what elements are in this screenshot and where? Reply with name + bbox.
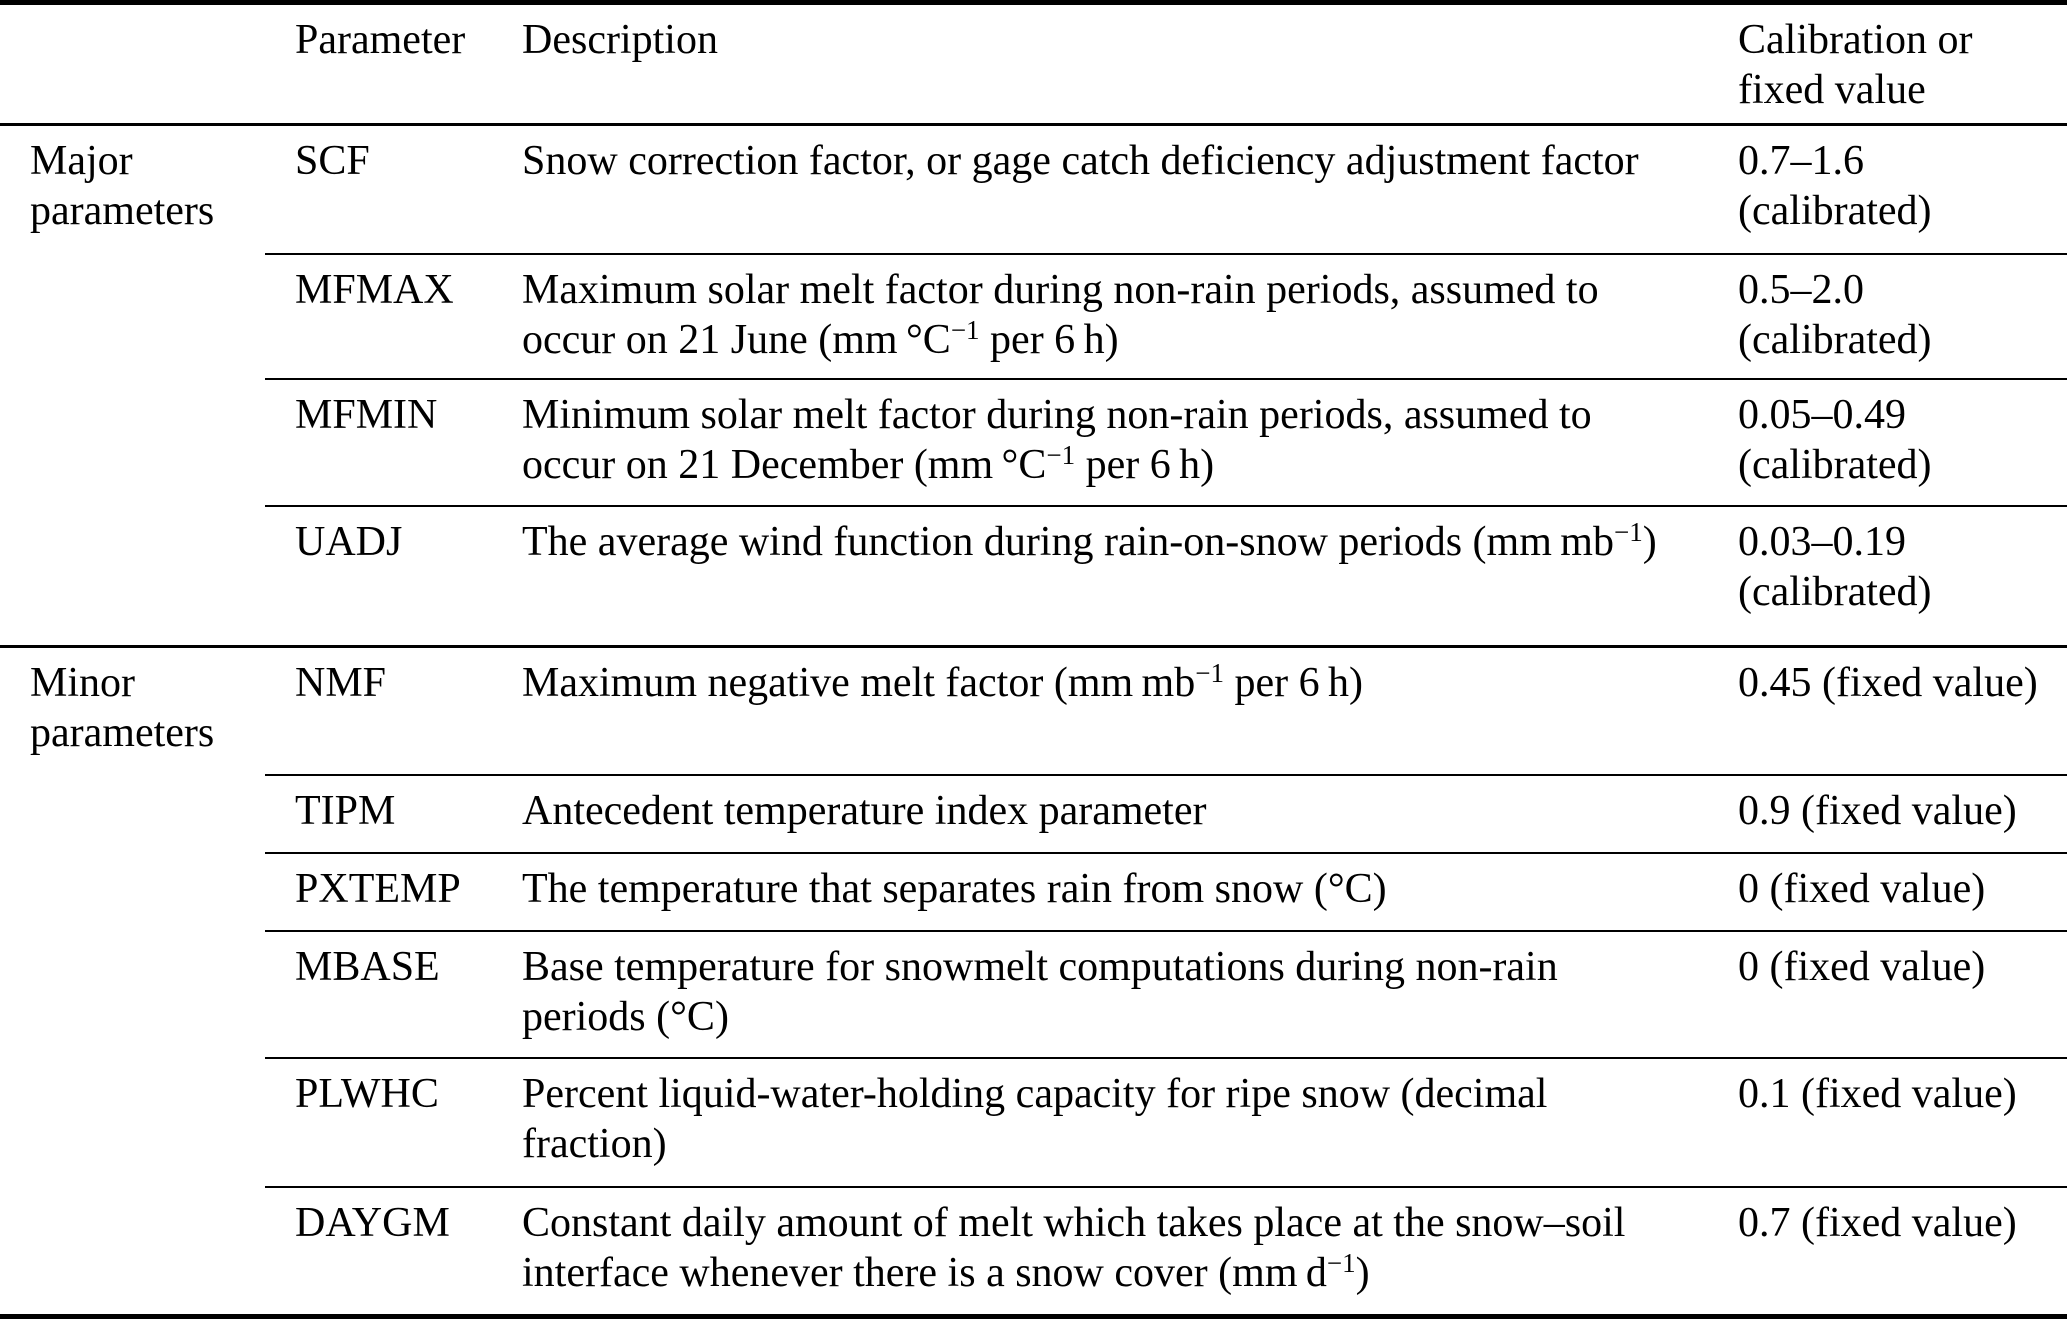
desc-cell-scf: Snow correction factor, or gage catch deficiency adjustment factor [522,138,1639,184]
table-row-mfmin [0,379,2067,506]
desc-cell-mfmax: Maximum solar melt factor during non-rain periods, assumed to occur on 21 June (mm $^\circ C^{-1}$ per 6 h) [522,254,1738,379]
param-cell-mfmin: MFMIN [265,379,522,506]
param-cell-tipm: TIPM [265,775,522,853]
desc-cell-pxtemp: The temperature that separates rain from snow (°C) [522,853,1738,931]
value-cell-scf: 0.7–1.6 (calibrated) [1738,138,1932,234]
desc-cell-mbase: Base temperature for snowmelt computations during non-rain periods (°C) [522,931,1738,1058]
param-cell-daygm: DAYGM [265,1187,522,1317]
desc-cell-tipm: Antecedent temperature index parameter [522,775,1738,853]
value-cell-mfmin: 0.05–0.49 (calibrated) [1738,379,2067,506]
table-row-mfmax [0,254,2067,379]
table-row-nmf [0,647,2067,775]
header-calibration-or-fixed-value: Calibration or fixed value [1738,3,2067,125]
desc-cell-mfmin: Minimum solar melt factor during non-rain periods, assumed to occur on 21 December (mm $^\circ C^{-1}$ per 6 h) [522,379,1738,506]
param-cell-nmf: NMF [265,647,522,775]
value-cell-mfmax: 0.5–2.0 (calibrated) [1738,254,2067,379]
value-cell-mbase: 0 (fixed value) [1738,931,2067,1058]
table-row-uadj [0,506,2067,647]
value-cell-nmf: 0.45 (fixed value) [1738,647,2067,775]
header-parameter: Parameter [265,3,522,125]
param-cell-scf: SCF [295,138,370,184]
value-cell-uadj: 0.03–0.19 (calibrated) [1738,506,2067,647]
group-label-major-parameters: Major parameters [30,138,215,234]
table-row-pxtemp [0,853,2067,931]
table-row-daygm [0,1187,2067,1317]
desc-cell-plwhc: Percent liquid-water-holding capacity for ripe snow (decimal fraction) [522,1058,1738,1187]
param-cell-uadj: UADJ [265,506,522,647]
param-cell-plwhc: PLWHC [265,1058,522,1187]
header-description: Description [522,3,1738,125]
group-label-minor-parameters: Minor parameters [0,647,265,1317]
header-group-spacer [0,3,265,125]
table-row-scf [0,125,2067,254]
table-row-mbase [0,931,2067,1058]
table-header-row [0,3,2067,125]
desc-cell-daygm: Constant daily amount of melt which takes place at the snow–soil interface whenever there is a snow cover (mm $d^{-1}$) [522,1187,1738,1317]
table-row-plwhc [0,1058,2067,1187]
value-cell-tipm: 0.9 (fixed value) [1738,775,2067,853]
value-cell-pxtemp: 0 (fixed value) [1738,853,2067,931]
value-cell-plwhc: 0.1 (fixed value) [1738,1058,2067,1187]
desc-cell-nmf: Maximum negative melt factor (mm $mb^{-1}$ per 6 h) [522,647,1738,775]
value-cell-daygm: 0.7 (fixed value) [1738,1187,2067,1317]
desc-cell-uadj: The average wind function during rain-on-snow periods (mm $mb^{-1}$) [522,506,1738,647]
param-cell-pxtemp: PXTEMP [265,853,522,931]
table-row-tipm [0,775,2067,853]
param-cell-mbase: MBASE [265,931,522,1058]
param-cell-mfmax: MFMAX [265,254,522,379]
